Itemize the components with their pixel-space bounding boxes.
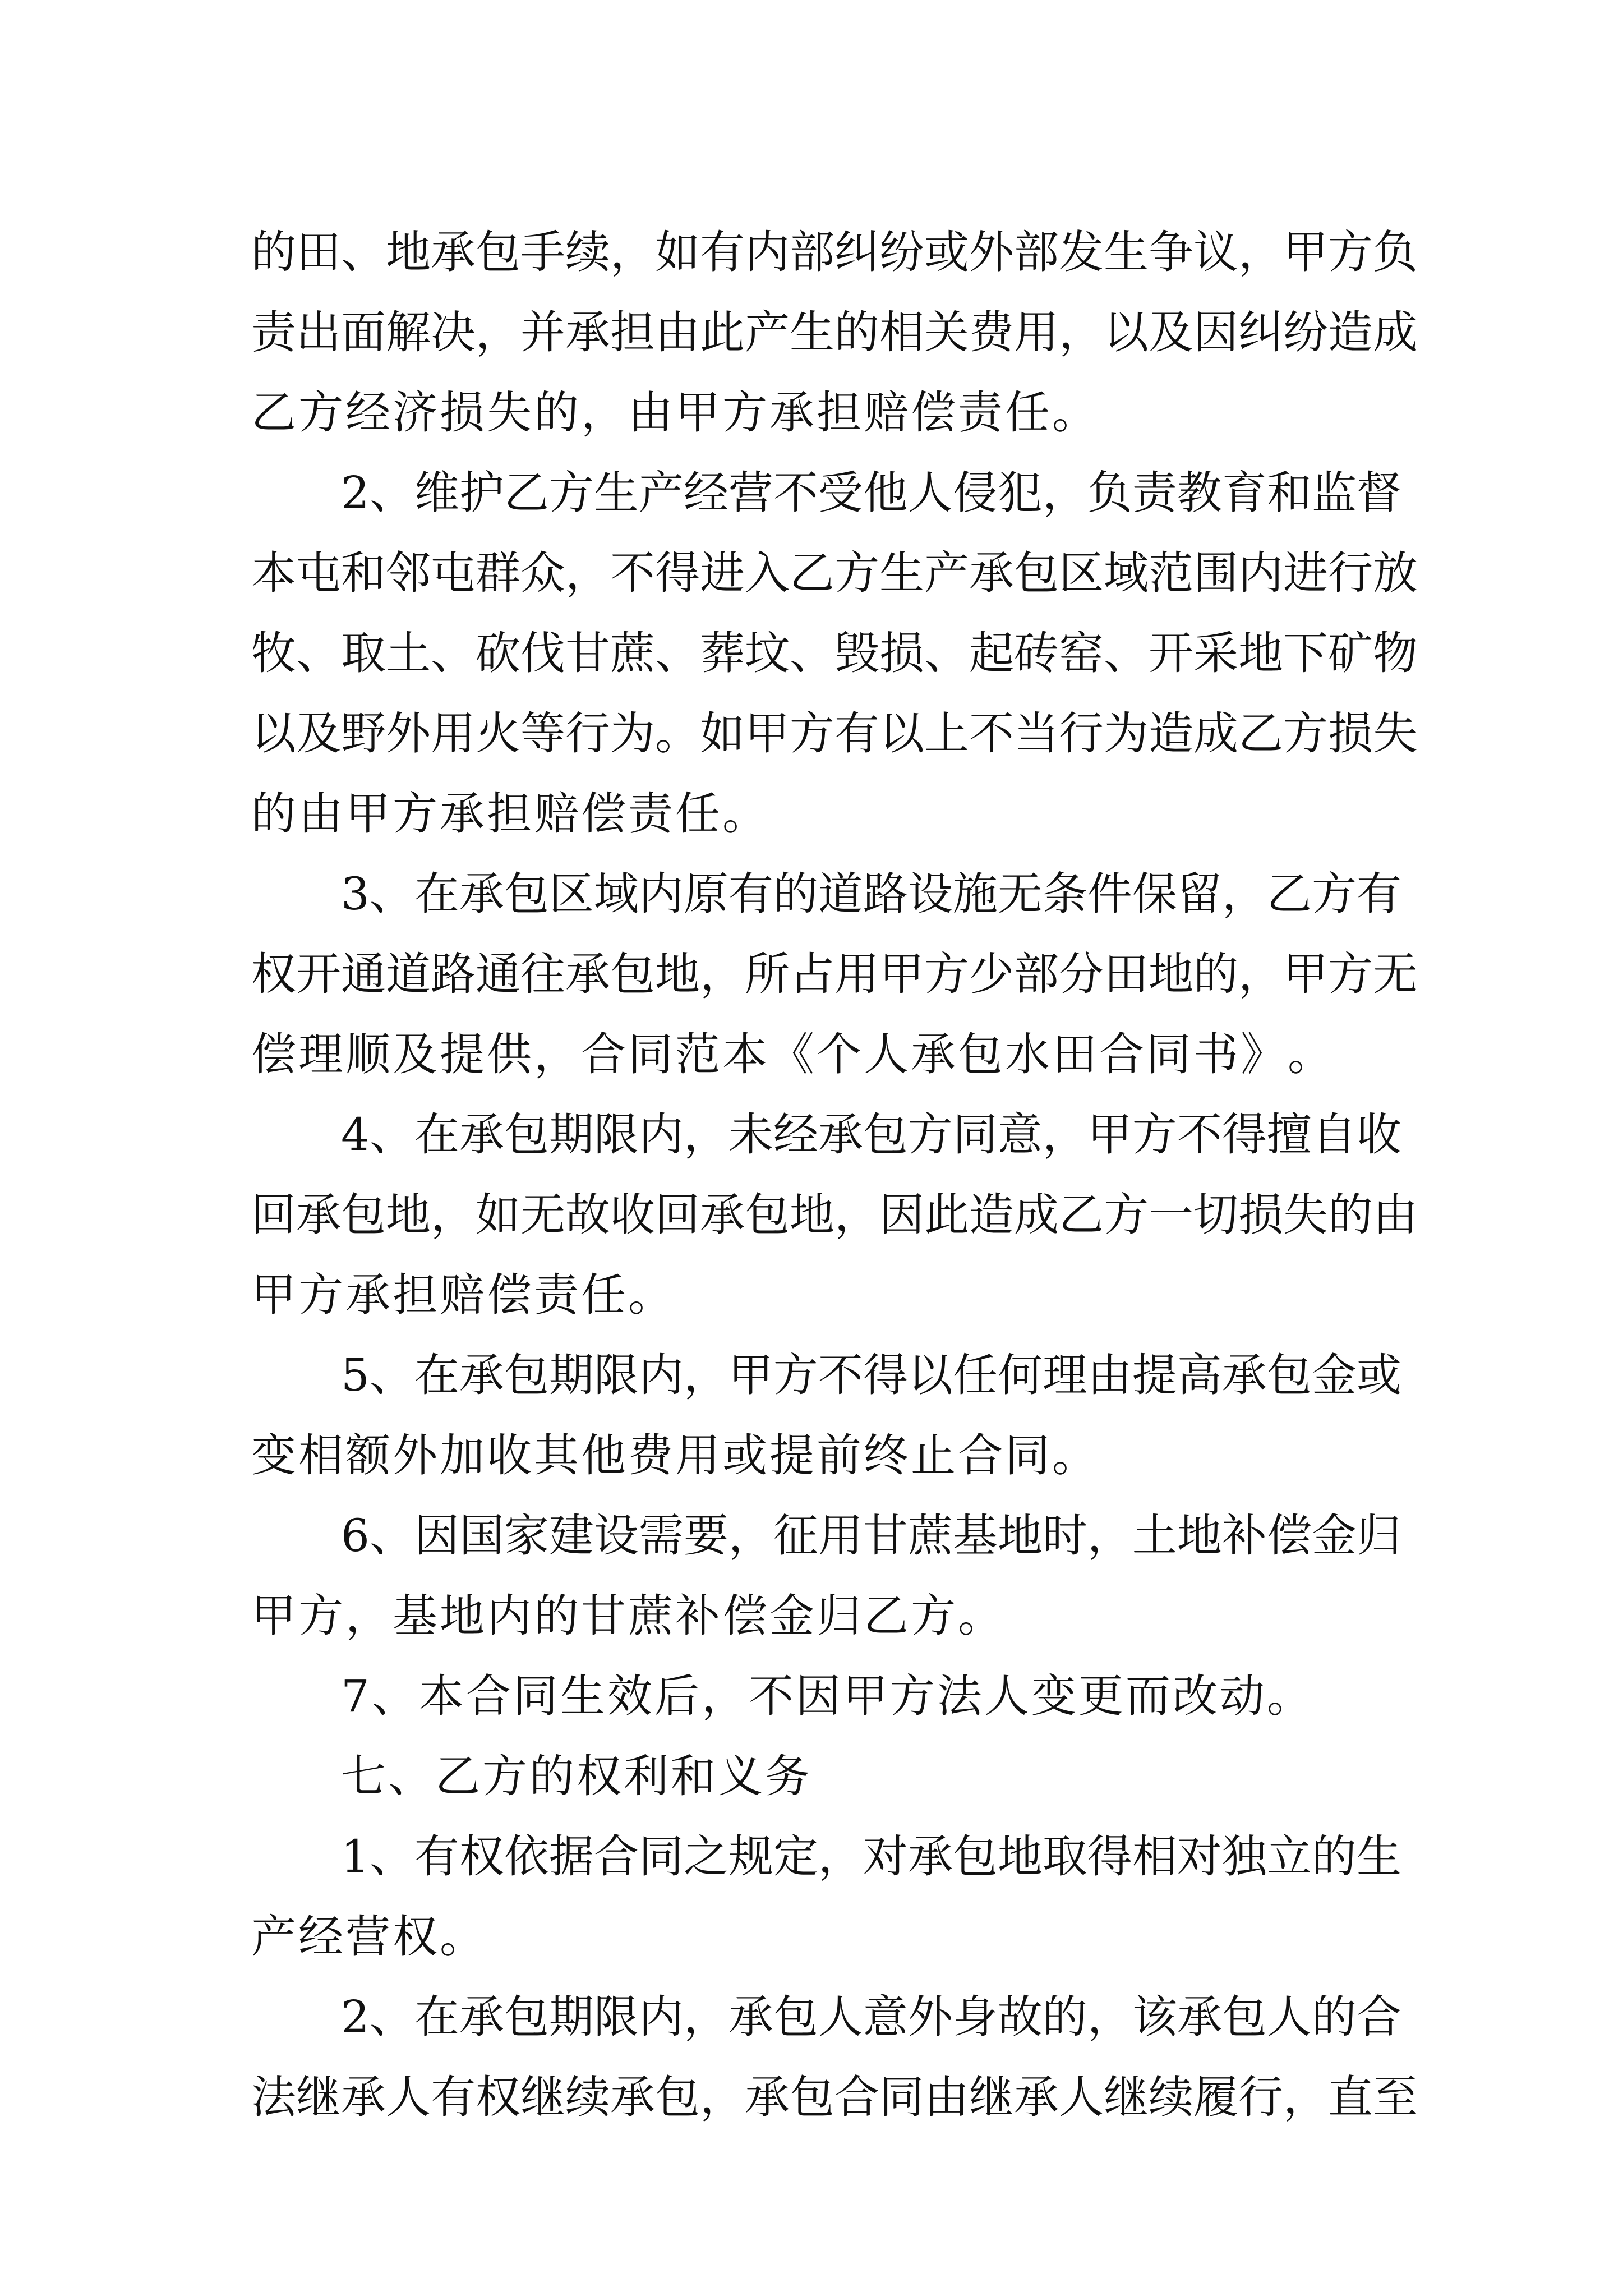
document-body [251, 212, 1418, 2137]
text-line-4: 2 、 维 护 乙 方 生 产 经 营 不 受 他 人 侵 犯 ， 负 责 教 育 和 监 督 [341, 467, 1401, 519]
text-line-21: 1 、 有 权 依 据 合 同 之 规 定 ， 对 承 包 地 取 得 相 对 独 立 的 生 [341, 1830, 1401, 1883]
text-line-12: 4 、 在 承 包 期 限 内 ， 未 经 承 包 方 同 意 ， 甲 方 不 得 擅 自 收 [341, 1108, 1401, 1161]
text-line-23: 2 、 在 承 包 期 限 内 ， 承 包 人 意 外 身 故 的 ， 该 承 包 人 的 合 [341, 1991, 1401, 2043]
text-line-6: 牧 、 取 土 、 砍 伐 甘 蔗 、 葬 坟 、 毁 损 、 起 砖 窑 、 开 采 地 下 矿 物 [251, 627, 1418, 679]
text-line-8: 的 由 甲 方 承 担 赔 偿 责 任 。 [251, 788, 767, 840]
text-line-14: 甲 方 承 担 赔 偿 责 任 。 [251, 1269, 673, 1321]
text-line-22: 产 经 营 权 。 [251, 1911, 485, 1963]
text-line-18: 甲 方 ， 基 地 内 的 甘 蔗 补 偿 金 归 乙 方 。 [251, 1590, 1003, 1642]
text-line-20: 七 、 乙 方 的 权 利 和 义 务 [341, 1750, 810, 1802]
text-line-17: 6 、 因 国 家 建 设 需 要 ， 征 用 甘 蔗 基 地 时 ， 土 地 补 偿 金 归 [341, 1510, 1401, 1562]
text-line-5: 本 屯 和 邻 屯 群 众 ， 不 得 进 入 乙 方 生 产 承 包 区 域 范 围 内 进 行 放 [251, 547, 1418, 599]
text-line-7: 以 及 野 外 用 火 等 行 为 。 如 甲 方 有 以 上 不 当 行 为 造 成 乙 方 损 失 [251, 707, 1418, 760]
text-line-3: 乙 方 经 济 损 失 的 ， 由 甲 方 承 担 赔 偿 责 任 。 [251, 386, 1097, 439]
text-line-10: 权 开 通 道 路 通 往 承 包 地 ， 所 占 用 甲 方 少 部 分 田 地 的 ， 甲 方 无 [251, 948, 1418, 1000]
text-line-1: 的 田 、 地 承 包 手 续 ， 如 有 内 部 纠 纷 或 外 部 发 生 争 议 ， 甲 方 负 [251, 226, 1418, 278]
text-line-19: 7 、 本 合 同 生 效 后 ， 不 因 甲 方 法 人 变 更 而 改 动 。 [341, 1670, 1312, 1722]
text-line-13: 回 承 包 地 ， 如 无 故 收 回 承 包 地 ， 因 此 造 成 乙 方 一 切 损 失 的 由 [251, 1189, 1418, 1241]
text-line-15: 5 、 在 承 包 期 限 内 ， 甲 方 不 得 以 任 何 理 由 提 高 承 包 金 或 [341, 1349, 1401, 1401]
text-line-24: 法 继 承 人 有 权 继 续 承 包 ， 承 包 合 同 由 继 承 人 继 续 履 行 ， 直 至 [251, 2071, 1418, 2123]
text-line-9: 3 、 在 承 包 区 域 内 原 有 的 道 路 设 施 无 条 件 保 留 ， 乙 方 有 [341, 868, 1401, 920]
text-line-2: 责 出 面 解 决 ， 并 承 担 由 此 产 生 的 相 关 费 用 ， 以 及 因 纠 纷 造 成 [251, 306, 1418, 358]
text-line-16: 变 相 额 外 加 收 其 他 费 用 或 提 前 终 止 合 同 。 [251, 1429, 1097, 1481]
text-line-11: 偿 理 顺 及 提 供 ， 合 同 范 本 《 个 人 承 包 水 田 合 同 书 》 。 [251, 1028, 1332, 1080]
